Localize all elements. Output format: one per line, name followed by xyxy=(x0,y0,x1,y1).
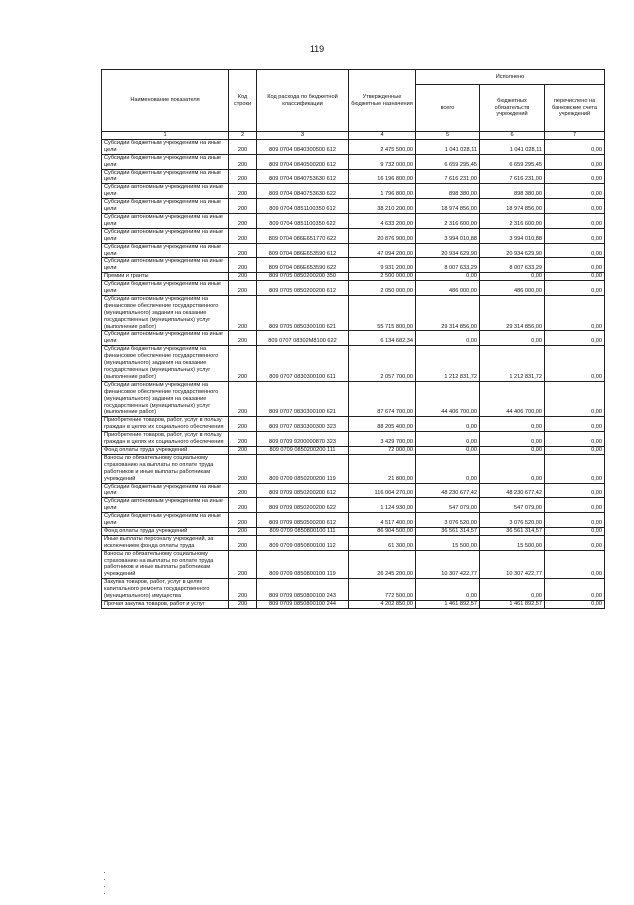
header-total: всего xyxy=(416,85,480,132)
line-code-cell: 200 xyxy=(229,346,257,382)
indicator-name-cell: Субсидии бюджетным учреждениям на иные цели xyxy=(102,139,229,154)
line-code-cell: 200 xyxy=(229,432,257,447)
table-row xyxy=(102,381,605,417)
budget-code-cell: 809 0707 0830300100 611 xyxy=(257,346,349,382)
line-code-cell: 200 xyxy=(229,139,257,154)
line-code-cell: 200 xyxy=(229,527,257,535)
indicator-name-cell: Субсидии бюджетным учреждениям на иные цели xyxy=(102,154,229,169)
budget-code-cell: 809 0709 9200000870 323 xyxy=(257,432,349,447)
executed-total-cell: 29 314 856,00 xyxy=(416,295,480,331)
table-row xyxy=(102,154,605,169)
executed-total-cell: 0,00 xyxy=(416,432,480,447)
column-number: 7 xyxy=(545,132,605,140)
executed-obligations-cell: 48 230 677,42 xyxy=(480,483,545,498)
approved-amount-cell: 72 000,00 xyxy=(349,446,416,454)
budget-code-cell: 809 0704 0851100350 622 xyxy=(257,213,349,228)
indicator-name-cell: Субсидии бюджетным учреждениям на иные цели xyxy=(102,199,229,214)
indicator-name-cell: Субсидии автономным учреждениям на иные цели xyxy=(102,258,229,273)
budget-code-cell: 809 0707 0830300100 621 xyxy=(257,381,349,417)
header-line-code: Код строки xyxy=(229,70,257,132)
table-row xyxy=(102,228,605,243)
budget-code-cell: 809 0704 0840753630 622 xyxy=(257,184,349,199)
table-row xyxy=(102,295,605,331)
transferred-amount-cell: 0,00 xyxy=(545,139,605,154)
executed-total-cell: 2 316 600,00 xyxy=(416,213,480,228)
budget-code-cell: 809 0705 0850300100 621 xyxy=(257,295,349,331)
table-row xyxy=(102,139,605,154)
executed-obligations-cell: 3 076 520,00 xyxy=(480,513,545,528)
transferred-amount-cell: 0,00 xyxy=(545,199,605,214)
approved-amount-cell: 2 057 700,00 xyxy=(349,346,416,382)
executed-total-cell: 0,00 xyxy=(416,446,480,454)
indicator-name-cell: Субсидии автономным учреждениям на иные цели xyxy=(102,228,229,243)
indicator-name-cell: Субсидии бюджетным учреждениям на иные цели xyxy=(102,281,229,296)
budget-code-cell: 809 0709 0850800100 244 xyxy=(257,601,349,609)
table-row xyxy=(102,331,605,346)
header-approved: Утвержденные бюджетные назначения xyxy=(349,70,416,132)
approved-amount-cell: 55 715 800,00 xyxy=(349,295,416,331)
line-code-cell: 200 xyxy=(229,483,257,498)
header-obligations: бюджетных обязательств учреждений xyxy=(480,85,545,132)
approved-amount-cell: 1 796 800,00 xyxy=(349,184,416,199)
executed-obligations-cell: 3 994 010,88 xyxy=(480,228,545,243)
executed-total-cell: 36 561 314,57 xyxy=(416,527,480,535)
column-number-row xyxy=(102,132,605,140)
indicator-name-cell: Субсидии автономным учреждениям на финансовое обеспечение государственного (муниципального) задания на оказание государственных (муниципальных) услуг (выполнение работ) xyxy=(102,381,229,417)
executed-obligations-cell: 20 934 629,90 xyxy=(480,243,545,258)
executed-total-cell: 898 380,00 xyxy=(416,184,480,199)
budget-code-cell: 809 0707 0830300300 323 xyxy=(257,417,349,432)
executed-total-cell: 0,00 xyxy=(416,454,480,483)
transferred-amount-cell: 0,00 xyxy=(545,281,605,296)
budget-code-cell: 809 0704 086E651770 622 xyxy=(257,228,349,243)
executed-obligations-cell: 0,00 xyxy=(480,446,545,454)
transferred-amount-cell: 0,00 xyxy=(545,154,605,169)
indicator-name-cell: Взносы по обязательному социальному страхованию на выплаты по оплате труда работников и иные выплаты работникам учреждений xyxy=(102,454,229,483)
column-number: 5 xyxy=(416,132,480,140)
indicator-name-cell: Премии и гранты xyxy=(102,273,229,281)
budget-code-cell: 809 0704 086E653590 612 xyxy=(257,243,349,258)
approved-amount-cell: 88 205 400,00 xyxy=(349,417,416,432)
line-code-cell: 200 xyxy=(229,243,257,258)
indicator-name-cell: Фонд оплаты труда учреждений xyxy=(102,446,229,454)
executed-obligations-cell: 0,00 xyxy=(480,331,545,346)
table-row xyxy=(102,184,605,199)
column-number: 4 xyxy=(349,132,416,140)
executed-total-cell: 10 307 422,77 xyxy=(416,550,480,579)
line-code-cell: 200 xyxy=(229,258,257,273)
budget-code-cell: 809 0707 08302M8100 622 xyxy=(257,331,349,346)
budget-code-cell: 809 0709 0850200200 622 xyxy=(257,498,349,513)
executed-total-cell: 1 461 892,57 xyxy=(416,601,480,609)
budget-code-cell: 809 0709 0850800100 119 xyxy=(257,550,349,579)
header-budget-classification: Код расхода по бюджетной классификации xyxy=(257,70,349,132)
line-code-cell: 200 xyxy=(229,601,257,609)
indicator-name-cell: Субсидии бюджетным учреждениям на иные цели xyxy=(102,243,229,258)
table-row xyxy=(102,243,605,258)
transferred-amount-cell: 0,00 xyxy=(545,346,605,382)
line-code-cell: 200 xyxy=(229,169,257,184)
header-indicator-name: Наименование показателя xyxy=(102,70,229,132)
transferred-amount-cell: 0,00 xyxy=(545,295,605,331)
table-row xyxy=(102,346,605,382)
executed-total-cell: 7 616 231,00 xyxy=(416,169,480,184)
executed-total-cell: 486 000,00 xyxy=(416,281,480,296)
executed-obligations-cell: 1 041 028,11 xyxy=(480,139,545,154)
approved-amount-cell: 38 210 200,00 xyxy=(349,199,416,214)
budget-code-cell: 809 0705 0850200200 350 xyxy=(257,273,349,281)
executed-obligations-cell: 0,00 xyxy=(480,432,545,447)
transferred-amount-cell: 0,00 xyxy=(545,184,605,199)
indicator-name-cell: Субсидии бюджетным учреждениям на иные цели xyxy=(102,169,229,184)
line-code-cell: 200 xyxy=(229,273,257,281)
approved-amount-cell: 2 050 000,00 xyxy=(349,281,416,296)
column-number: 2 xyxy=(229,132,257,140)
line-code-cell: 200 xyxy=(229,199,257,214)
budget-code-cell: 809 0705 0850200200 612 xyxy=(257,281,349,296)
executed-total-cell: 8 007 633,29 xyxy=(416,258,480,273)
approved-amount-cell: 21 800,00 xyxy=(349,454,416,483)
table-row xyxy=(102,169,605,184)
budget-code-cell: 809 0709 0850800100 112 xyxy=(257,535,349,550)
line-code-cell: 200 xyxy=(229,579,257,601)
executed-obligations-cell: 10 307 422,77 xyxy=(480,550,545,579)
indicator-name-cell: Взносы по обязательному социальному страхованию на выплаты по оплате труда работников и иные выплаты работникам учреждений xyxy=(102,550,229,579)
line-code-cell: 200 xyxy=(229,417,257,432)
executed-obligations-cell: 0,00 xyxy=(480,579,545,601)
approved-amount-cell: 61 300,00 xyxy=(349,535,416,550)
transferred-amount-cell: 0,00 xyxy=(545,535,605,550)
budget-code-cell: 809 0709 0850200200 119 xyxy=(257,454,349,483)
transferred-amount-cell: 0,00 xyxy=(545,331,605,346)
budget-code-cell: 809 0709 0850200200 612 xyxy=(257,483,349,498)
transferred-amount-cell: 0,00 xyxy=(545,273,605,281)
executed-total-cell: 0,00 xyxy=(416,273,480,281)
approved-amount-cell: 1 124 930,00 xyxy=(349,498,416,513)
line-code-cell: 200 xyxy=(229,454,257,483)
indicator-name-cell: Прочая закупка товаров, работ и услуг xyxy=(102,601,229,609)
table-row xyxy=(102,199,605,214)
approved-amount-cell: 20 876 900,00 xyxy=(349,228,416,243)
executed-obligations-cell: 36 561 314,57 xyxy=(480,527,545,535)
executed-obligations-cell: 1 212 831,72 xyxy=(480,346,545,382)
executed-obligations-cell: 7 616 231,00 xyxy=(480,169,545,184)
line-code-cell: 200 xyxy=(229,535,257,550)
table-row xyxy=(102,498,605,513)
approved-amount-cell: 116 004 270,00 xyxy=(349,483,416,498)
indicator-name-cell: Закупка товаров, работ, услуг в целях капитального ремонта государственного (муниципального) имущества xyxy=(102,579,229,601)
executed-total-cell: 20 934 629,90 xyxy=(416,243,480,258)
table-row xyxy=(102,601,605,609)
transferred-amount-cell: 0,00 xyxy=(545,432,605,447)
executed-obligations-cell: 1 461 892,57 xyxy=(480,601,545,609)
executed-total-cell: 6 659 295,45 xyxy=(416,154,480,169)
approved-amount-cell: 3 429 700,00 xyxy=(349,432,416,447)
budget-code-cell: 809 0704 086E653590 622 xyxy=(257,258,349,273)
indicator-name-cell: Иные выплаты персоналу учреждений, за исключением фонда оплаты труда xyxy=(102,535,229,550)
transferred-amount-cell: 0,00 xyxy=(545,228,605,243)
executed-obligations-cell: 0,00 xyxy=(480,417,545,432)
approved-amount-cell: 4 517 400,00 xyxy=(349,513,416,528)
executed-obligations-cell: 486 000,00 xyxy=(480,281,545,296)
table-row xyxy=(102,535,605,550)
line-code-cell: 200 xyxy=(229,498,257,513)
column-number: 1 xyxy=(102,132,229,140)
approved-amount-cell: 4 202 850,00 xyxy=(349,601,416,609)
executed-obligations-cell: 18 974 856,00 xyxy=(480,199,545,214)
transferred-amount-cell: 0,00 xyxy=(545,498,605,513)
executed-obligations-cell: 8 007 633,29 xyxy=(480,258,545,273)
executed-total-cell: 3 076 520,00 xyxy=(416,513,480,528)
approved-amount-cell: 26 245 200,00 xyxy=(349,550,416,579)
indicator-name-cell: Субсидии автономным учреждениям на иные цели xyxy=(102,184,229,199)
approved-amount-cell: 4 633 200,00 xyxy=(349,213,416,228)
executed-obligations-cell: 547 079,00 xyxy=(480,498,545,513)
executed-obligations-cell: 0,00 xyxy=(480,273,545,281)
executed-total-cell: 0,00 xyxy=(416,579,480,601)
table-row xyxy=(102,550,605,579)
budget-code-cell: 809 0709 0850500200 612 xyxy=(257,513,349,528)
indicator-name-cell: Субсидии автономным учреждениям на финансовое обеспечение государственного (муниципального) задания на оказание государственных (муниципальных) услуг (выполнение работ) xyxy=(102,295,229,331)
executed-obligations-cell: 6 659 295,45 xyxy=(480,154,545,169)
transferred-amount-cell: 0,00 xyxy=(545,550,605,579)
approved-amount-cell: 772 500,00 xyxy=(349,579,416,601)
indicator-name-cell: Приобретение товаров, работ, услуг в пользу граждан в целях их социального обеспечения xyxy=(102,432,229,447)
table-row xyxy=(102,446,605,454)
transferred-amount-cell: 0,00 xyxy=(545,527,605,535)
table-row xyxy=(102,273,605,281)
budget-code-cell: 809 0704 0840300500 612 xyxy=(257,139,349,154)
approved-amount-cell: 86 904 500,00 xyxy=(349,527,416,535)
approved-amount-cell: 16 196 800,00 xyxy=(349,169,416,184)
executed-total-cell: 15 500,00 xyxy=(416,535,480,550)
transferred-amount-cell: 0,00 xyxy=(545,417,605,432)
line-code-cell: 200 xyxy=(229,331,257,346)
indicator-name-cell: Субсидии автономным учреждениям на иные цели xyxy=(102,213,229,228)
approved-amount-cell: 9 732 000,00 xyxy=(349,154,416,169)
table-row xyxy=(102,417,605,432)
executed-total-cell: 547 079,00 xyxy=(416,498,480,513)
table-row xyxy=(102,258,605,273)
transferred-amount-cell: 0,00 xyxy=(545,381,605,417)
transferred-amount-cell: 0,00 xyxy=(545,213,605,228)
budget-code-cell: 809 0709 0850200200 111 xyxy=(257,446,349,454)
table-row xyxy=(102,483,605,498)
header-transferred: перечислено на банковские счета учреждений xyxy=(545,85,605,132)
budget-code-cell: 809 0709 0850800100 243 xyxy=(257,579,349,601)
executed-total-cell: 0,00 xyxy=(416,417,480,432)
indicator-name-cell: Субсидии бюджетным учреждениям на иные цели xyxy=(102,483,229,498)
transferred-amount-cell: 0,00 xyxy=(545,169,605,184)
budget-code-cell: 809 0704 0851100350 612 xyxy=(257,199,349,214)
indicator-name-cell: Субсидии бюджетным учреждениям на финансовое обеспечение государственного (муниципального) задания на оказание государственных (муниципальных) услуг (выполнение работ) xyxy=(102,346,229,382)
budget-code-cell: 809 0704 0840500200 612 xyxy=(257,154,349,169)
executed-total-cell: 3 994 010,88 xyxy=(416,228,480,243)
line-code-cell: 200 xyxy=(229,228,257,243)
executed-obligations-cell: 2 316 600,00 xyxy=(480,213,545,228)
indicator-name-cell: Субсидии автономным учреждениям на иные цели xyxy=(102,498,229,513)
executed-total-cell: 1 041 028,11 xyxy=(416,139,480,154)
expenditure-report-table xyxy=(101,69,605,609)
indicator-name-cell: Субсидии автономным учреждениям на иные цели xyxy=(102,331,229,346)
executed-obligations-cell: 0,00 xyxy=(480,454,545,483)
line-code-cell: 200 xyxy=(229,295,257,331)
line-code-cell: 200 xyxy=(229,281,257,296)
indicator-name-cell: Приобретение товаров, работ, услуг в пользу граждан в целях их социального обеспечения xyxy=(102,417,229,432)
header-executed: Исполнено xyxy=(416,70,605,85)
scan-marks xyxy=(104,872,108,900)
approved-amount-cell: 2 500 000,00 xyxy=(349,273,416,281)
executed-total-cell: 1 212 831,72 xyxy=(416,346,480,382)
table-row xyxy=(102,527,605,535)
executed-obligations-cell: 44 406 700,00 xyxy=(480,381,545,417)
approved-amount-cell: 2 475 500,00 xyxy=(349,139,416,154)
line-code-cell: 200 xyxy=(229,550,257,579)
executed-obligations-cell: 29 314 856,00 xyxy=(480,295,545,331)
transferred-amount-cell: 0,00 xyxy=(545,258,605,273)
line-code-cell: 200 xyxy=(229,513,257,528)
approved-amount-cell: 9 931 200,00 xyxy=(349,258,416,273)
line-code-cell: 200 xyxy=(229,213,257,228)
transferred-amount-cell: 0,00 xyxy=(545,579,605,601)
executed-total-cell: 44 406 700,00 xyxy=(416,381,480,417)
transferred-amount-cell: 0,00 xyxy=(545,446,605,454)
executed-total-cell: 18 974 856,00 xyxy=(416,199,480,214)
budget-code-cell: 809 0709 0850800100 111 xyxy=(257,527,349,535)
table-row xyxy=(102,281,605,296)
page-number: 119 xyxy=(309,44,325,54)
transferred-amount-cell: 0,00 xyxy=(545,601,605,609)
table-row xyxy=(102,579,605,601)
approved-amount-cell: 6 134 682,34 xyxy=(349,331,416,346)
report-body xyxy=(102,139,605,608)
executed-total-cell: 48 230 677,42 xyxy=(416,483,480,498)
column-number: 6 xyxy=(480,132,545,140)
table-row xyxy=(102,513,605,528)
transferred-amount-cell: 0,00 xyxy=(545,454,605,483)
transferred-amount-cell: 0,00 xyxy=(545,483,605,498)
executed-obligations-cell: 898 380,00 xyxy=(480,184,545,199)
table-row xyxy=(102,432,605,447)
executed-total-cell: 0,00 xyxy=(416,331,480,346)
transferred-amount-cell: 0,00 xyxy=(545,513,605,528)
indicator-name-cell: Субсидии бюджетным учреждениям на иные цели xyxy=(102,513,229,528)
column-number: 3 xyxy=(257,132,349,140)
line-code-cell: 200 xyxy=(229,381,257,417)
line-code-cell: 200 xyxy=(229,154,257,169)
line-code-cell: 200 xyxy=(229,184,257,199)
approved-amount-cell: 87 674 700,00 xyxy=(349,381,416,417)
table-row xyxy=(102,454,605,483)
transferred-amount-cell: 0,00 xyxy=(545,243,605,258)
indicator-name-cell: Фонд оплаты труда учреждений xyxy=(102,527,229,535)
approved-amount-cell: 47 094 200,00 xyxy=(349,243,416,258)
budget-code-cell: 809 0704 0840753630 612 xyxy=(257,169,349,184)
table-row xyxy=(102,213,605,228)
line-code-cell: 200 xyxy=(229,446,257,454)
executed-obligations-cell: 15 500,00 xyxy=(480,535,545,550)
